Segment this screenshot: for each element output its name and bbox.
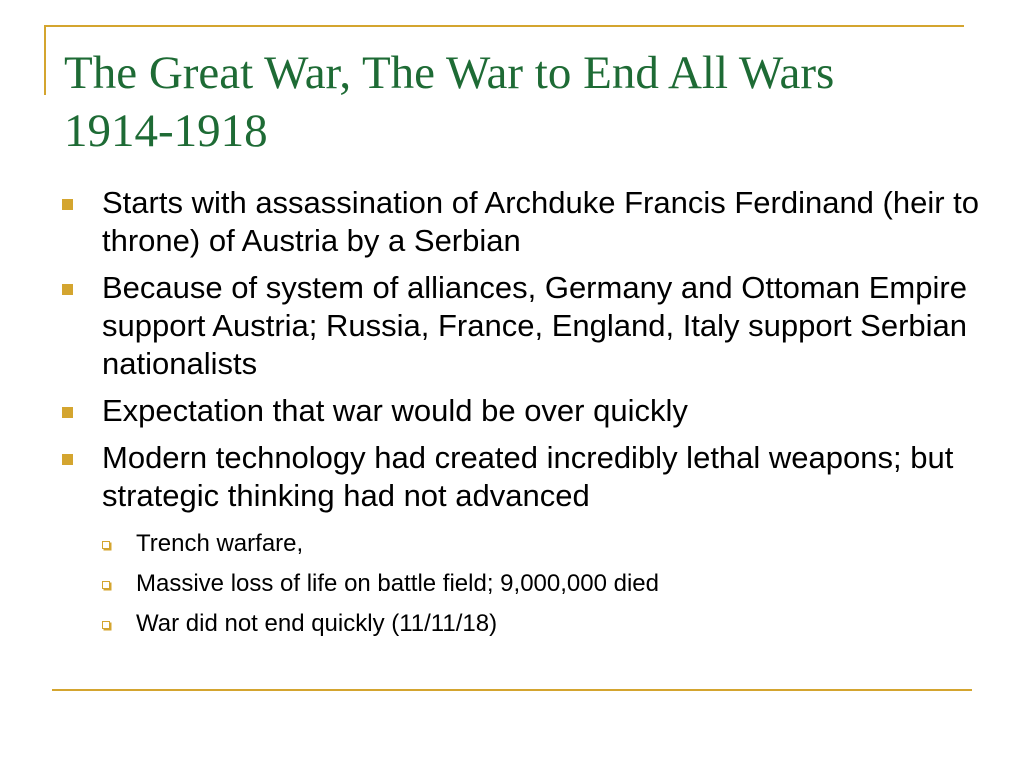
filled-square-bullet-icon: [62, 284, 73, 295]
hollow-square-bullet-icon: [102, 621, 110, 629]
sub-bullet-text: Trench warfare,: [136, 530, 304, 557]
left-rule: [44, 25, 46, 95]
bullet-item: [62, 392, 992, 430]
hollow-square-bullet-icon: [102, 541, 110, 549]
bullet-item: [62, 269, 992, 383]
filled-square-bullet-icon: [62, 454, 73, 465]
bullet-item: [62, 184, 992, 260]
filled-square-bullet-icon: [62, 407, 73, 418]
slide-title-line-1: The Great War, The War to End All Wars: [64, 47, 835, 99]
bottom-rule: [52, 689, 972, 691]
slide-title-line-2: 1914-1918: [64, 105, 268, 157]
bullet-text: Because of system of alliances, Germany and Ottoman Empire support Austria; Russia, France, England, Italy support Serbian nationalists: [102, 270, 968, 381]
bullet-list: [62, 184, 992, 649]
slide-title: [64, 44, 834, 160]
hollow-square-bullet-icon: [102, 581, 110, 589]
top-rule: [44, 25, 964, 27]
filled-square-bullet-icon: [62, 199, 73, 210]
bullet-item: [62, 439, 992, 515]
bullet-text: Starts with assassination of Archduke Francis Ferdinand (heir to throne) of Austria by a Serbian: [102, 185, 980, 258]
bullet-text: Modern technology had created incredibly lethal weapons; but strategic thinking had not advanced: [102, 440, 954, 513]
bullet-text: Expectation that war would be over quickly: [102, 393, 688, 428]
sub-bullet-item: [62, 609, 992, 639]
sub-bullet-text: Massive loss of life on battle field; 9,000,000 died: [136, 570, 659, 597]
sub-bullet-item: [62, 569, 992, 599]
sub-bullet-item: [62, 529, 992, 559]
sub-bullet-text: War did not end quickly (11/11/18): [136, 610, 498, 637]
